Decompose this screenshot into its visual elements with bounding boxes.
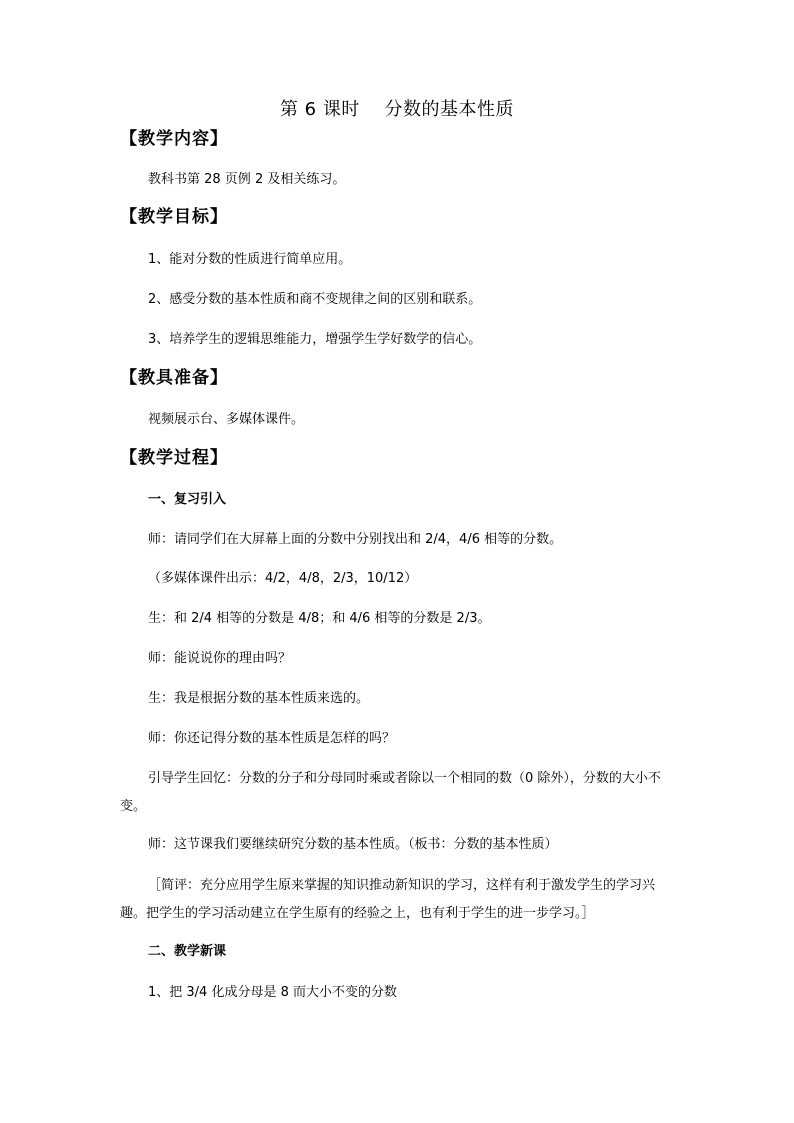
comment-note: ［简评：充分应用学生原来掌握的知识推动新知识的学习，这样有利于激发学生的学习兴趣。把学生的学习活动建立在学生原有的经验之上，也有利于学生的进一步学习。］ [120,878,656,921]
process-line-2: （多媒体课件出示：4/2，4/8，2/3，10/12） [148,571,418,586]
process-line-1: 师：请同学们在大屏幕上面的分数中分别找出和 2/4，4/6 相等的分数。 [148,532,563,547]
page-title: 第 6 课时 分数的基本性质 [279,99,515,120]
goal-item-2: 2、感受分数的基本性质和商不变规律之间的区别和联系。 [148,292,482,307]
heading-teaching-goals: 【教学目标】 [120,207,228,227]
process-line-5: 生：我是根据分数的基本性质来选的。 [148,691,370,706]
process-line-8: 师：这节课我们要继续研究分数的基本性质。（板书：分数的基本性质） [148,837,558,852]
teaching-content-text: 教科书第 28 页例 2 及相关练习。 [148,172,346,187]
materials-text: 视频展示台、多媒体课件。 [148,412,305,427]
goal-item-1: 1、能对分数的性质进行简单应用。 [148,252,352,267]
process-line-3: 生：和 2/4 相等的分数是 4/8；和 4/6 相等的分数是 2/3。 [148,611,491,626]
process-line-7: 引导学生回忆：分数的分子和分母同时乘或者除以一个相同的数（0 除外），分数的大小不变。 [120,771,661,814]
heading-teaching-process: 【教学过程】 [120,448,228,468]
new-lesson-item-1: 1、把 3/4 化成分母是 8 而大小不变的分数 [148,985,397,1000]
process-line-6: 师：你还记得分数的基本性质是怎样的吗？ [148,731,396,746]
subheading-review: 一、复习引入 [148,492,227,507]
heading-materials: 【教具准备】 [120,368,228,388]
process-line-4: 师：能说说你的理由吗？ [148,651,292,666]
goal-item-3: 3、培养学生的逻辑思维能力，增强学生学好数学的信心。 [148,332,482,347]
subheading-new-lesson: 二、教学新课 [148,944,227,959]
heading-teaching-content: 【教学内容】 [120,129,228,149]
